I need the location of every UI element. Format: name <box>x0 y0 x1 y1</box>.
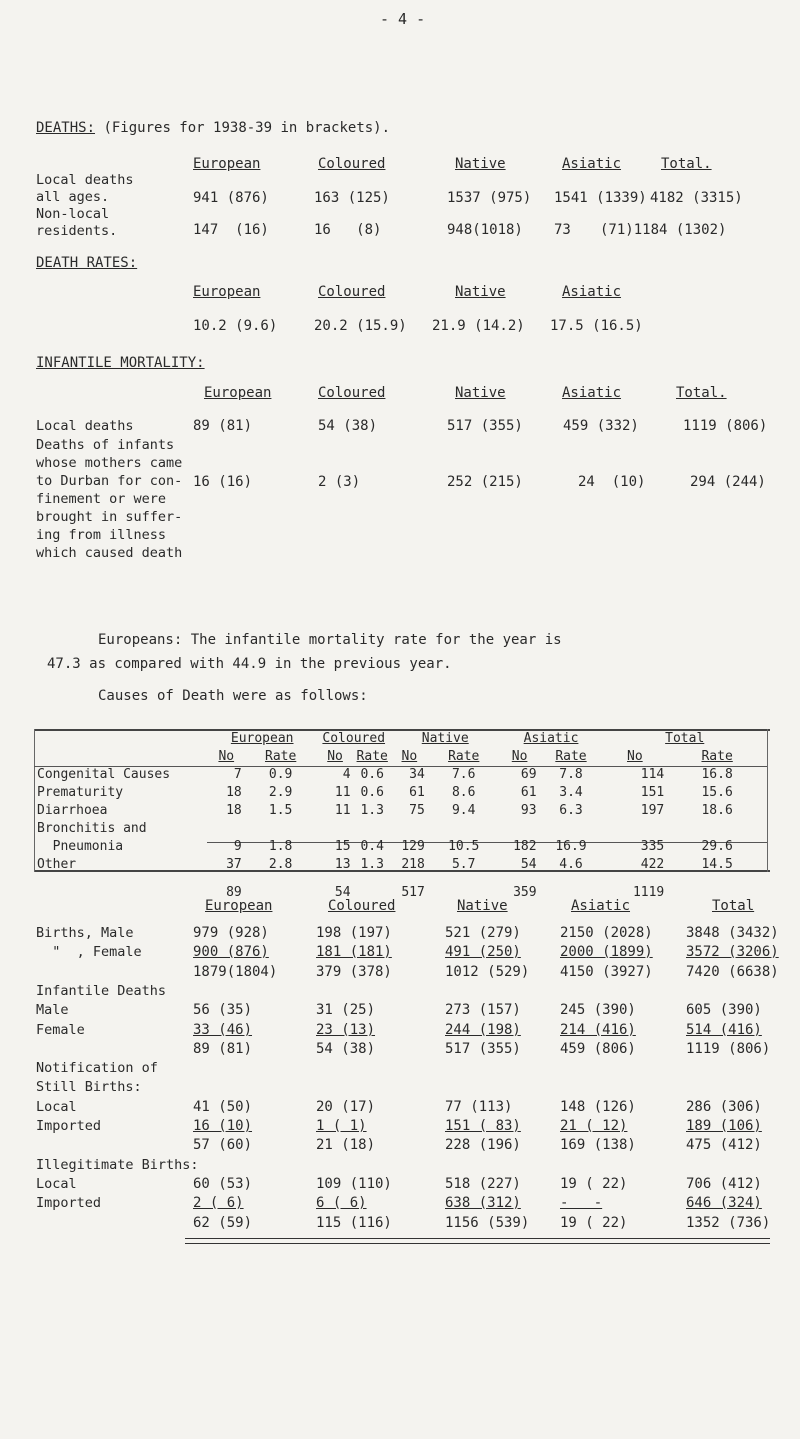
births-cell: 21 (18) <box>316 1137 376 1153</box>
births-row-label: Imported <box>36 1195 102 1211</box>
births-row-label: Births, Male <box>36 925 134 941</box>
causes-cell-rate: 1.3 <box>360 802 384 818</box>
causes-row-label: Diarrhoea <box>37 802 108 818</box>
causes-cell-no <box>208 819 245 837</box>
causes-group-european: European <box>230 730 294 746</box>
births-row-label: Illegitimate Births: <box>36 1157 199 1173</box>
births-cell: 1352 (736) <box>686 1215 771 1231</box>
causes-row-label: Other <box>37 856 77 872</box>
births-cell: 151 ( 83) <box>445 1118 521 1134</box>
births-cell: 1 ( 1) <box>316 1118 367 1134</box>
deaths-col-native: Native <box>455 156 506 172</box>
causes-cell-no: 4 <box>342 766 351 782</box>
causes-cell-rate: 8.6 <box>451 784 476 800</box>
inf-visitor-label-2: whose mothers came <box>36 455 183 471</box>
inf-local-native: 517 (355) <box>447 418 523 434</box>
births-cell: 4150 (3927) <box>560 964 653 980</box>
rates-col-european: European <box>193 284 261 300</box>
rates-col-native: Native <box>455 284 506 300</box>
causes-cell-rate: 7.8 <box>559 766 583 782</box>
causes-row-label: Congenital Causes <box>37 766 171 782</box>
causes-group-total: Total <box>665 730 705 746</box>
causes-cell-rate: 7.6 <box>451 766 476 782</box>
births-cell: 2150 (2028) <box>560 925 653 941</box>
causes-sub-rate: Rate <box>356 748 388 764</box>
causes-sub-no: No <box>327 748 343 764</box>
births-row-label: Still Births: <box>36 1079 142 1095</box>
inf-col-asiatic: Asiatic <box>562 385 622 401</box>
births-cell: 979 (928) <box>193 925 269 941</box>
inf-col-european: European <box>204 385 272 401</box>
causes-cell-no: 18 <box>226 802 242 818</box>
births-cell: 16 (10) <box>193 1118 253 1134</box>
births-row-label: " , Female <box>36 944 142 960</box>
births-cell: 459 (806) <box>560 1041 636 1057</box>
births-cell: 1119 (806) <box>686 1041 771 1057</box>
deaths-local-coloured: 163 (125) <box>314 190 390 206</box>
inf-local-total: 1119 (806) <box>683 418 768 434</box>
causes-cell-rate <box>428 819 500 837</box>
births-cell: 19 ( 22) <box>560 1176 628 1192</box>
causes-cell-no <box>602 819 667 837</box>
causes-row <box>34 801 767 819</box>
births-cell: 189 (106) <box>686 1118 762 1134</box>
causes-cell-no: 335 <box>640 838 665 854</box>
births-cell: 214 (416) <box>560 1022 636 1038</box>
inf-local-asiatic: 459 (332) <box>563 418 639 434</box>
births-end-rule-1 <box>185 1238 770 1239</box>
births-cell: 7420 (6638) <box>686 964 779 980</box>
causes-cell-no: 11 <box>334 802 351 818</box>
births-cell: 1879(1804) <box>193 964 278 980</box>
births-cell: 245 (390) <box>560 1002 636 1018</box>
causes-cell-rate: 4.6 <box>559 856 583 872</box>
causes-cell-no: 114 <box>640 766 665 782</box>
causes-cell-no: 15 <box>334 838 351 854</box>
deaths-col-total: Total. <box>661 156 712 172</box>
deaths-col-european: European <box>193 156 261 172</box>
rate-coloured: 20.2 (15.9) <box>314 318 407 334</box>
causes-cell-rate: 14.5 <box>701 856 733 872</box>
causes-cell-rate: 10.5 <box>448 838 480 854</box>
births-cell: 475 (412) <box>686 1137 762 1153</box>
rate-asiatic: 17.5 (16.5) <box>550 318 643 334</box>
causes-cell-rate: 15.6 <box>701 784 733 800</box>
births-cell: 62 (59) <box>193 1215 253 1231</box>
causes-cell-no: 151 <box>640 784 665 800</box>
births-cell: 379 (378) <box>316 964 392 980</box>
births-col-european: European <box>205 898 273 914</box>
inf-col-native: Native <box>455 385 506 401</box>
births-col-native: Native <box>457 898 508 914</box>
births-cell: 89 (81) <box>193 1041 253 1057</box>
births-cell: 605 (390) <box>686 1002 762 1018</box>
causes-cell-no: 75 <box>409 802 425 818</box>
inf-para-line2: 47.3 as compared with 44.9 in the previous year. <box>47 656 452 672</box>
causes-cell-no: 61 <box>520 784 537 800</box>
causes-row <box>34 855 767 873</box>
causes-cell-no <box>500 819 540 837</box>
causes-cell-no: 7 <box>233 766 242 782</box>
births-cell: 115 (116) <box>316 1215 392 1231</box>
deaths-col-coloured: Coloured <box>318 156 386 172</box>
causes-row <box>34 819 767 837</box>
births-cell: 521 (279) <box>445 925 521 941</box>
births-cell: 57 (60) <box>193 1137 253 1153</box>
deaths-row-nonlocal-label2: residents. <box>36 223 118 239</box>
deaths-row-nonlocal-label1: Non-local <box>36 206 110 222</box>
births-row-label: Female <box>36 1022 85 1038</box>
causes-row-label: Bronchitis and <box>37 820 147 836</box>
causes-sub-rate: Rate <box>448 748 480 764</box>
causes-total-asiatic: 359 <box>513 884 537 900</box>
causes-cell-no <box>391 819 428 837</box>
inf-visitor-coloured: 2 (3) <box>318 474 361 490</box>
births-cell: - - <box>560 1195 603 1211</box>
inf-local-european: 89 (81) <box>193 418 253 434</box>
deaths-local-asiatic: 1541 (1339) <box>554 190 647 206</box>
births-cell: 638 (312) <box>445 1195 521 1211</box>
causes-cell-no: 218 <box>401 856 425 872</box>
births-cell: 19 ( 22) <box>560 1215 628 1231</box>
inf-visitor-label-4: finement or were <box>36 491 167 507</box>
deaths-col-asiatic: Asiatic <box>562 156 622 172</box>
deaths-row-local-label1: Local deaths <box>36 172 134 188</box>
causes-cell-rate: 0.6 <box>360 784 384 800</box>
causes-cell-no: 182 <box>513 838 537 854</box>
births-end-rule-2 <box>185 1243 770 1244</box>
rates-col-asiatic: Asiatic <box>562 284 622 300</box>
births-row-label: Notification of <box>36 1060 158 1076</box>
causes-row <box>34 765 767 783</box>
births-cell: 514 (416) <box>686 1022 762 1038</box>
births-cell: 109 (110) <box>316 1176 392 1192</box>
births-cell: 169 (138) <box>560 1137 636 1153</box>
causes-cell-rate: 16.9 <box>555 838 587 854</box>
births-col-total: Total <box>712 898 755 914</box>
rate-european: 10.2 (9.6) <box>193 318 278 334</box>
births-cell: 900 (876) <box>193 944 269 960</box>
deaths-nonlocal-coloured: 16 (8) <box>314 222 382 238</box>
inf-visitor-label-5: brought in suffer- <box>36 509 183 525</box>
causes-cell-no: 34 <box>409 766 425 782</box>
inf-visitor-european: 16 (16) <box>193 474 253 490</box>
causes-intro: Causes of Death were as follows: <box>98 688 368 704</box>
deaths-nonlocal-european: 147 (16) <box>193 222 269 238</box>
births-col-asiatic: Asiatic <box>571 898 631 914</box>
births-cell: 706 (412) <box>686 1176 762 1192</box>
page-number: - 4 - <box>380 10 426 28</box>
inf-visitor-label-3: to Durban for con- <box>36 473 183 489</box>
causes-cell-rate: 0.4 <box>360 838 384 854</box>
causes-cell-rate: 3.4 <box>559 784 583 800</box>
causes-row-label: Prematurity <box>37 784 124 800</box>
births-cell: 3572 (3206) <box>686 944 779 960</box>
births-cell: 181 (181) <box>316 944 392 960</box>
births-cell: 20 (17) <box>316 1099 376 1115</box>
causes-cell-rate: 6.3 <box>559 802 583 818</box>
births-cell: 244 (198) <box>445 1022 521 1038</box>
deaths-row-local-label2: all ages. <box>36 189 110 205</box>
births-cell: 3848 (3432) <box>686 925 779 941</box>
births-cell: 21 ( 12) <box>560 1118 628 1134</box>
causes-cell-no: 197 <box>640 802 665 818</box>
inf-visitor-label-6: ing from illness <box>36 527 167 543</box>
rate-native: 21.9 (14.2) <box>432 318 525 334</box>
deaths-nonlocal-native: 948(1018) <box>447 222 523 238</box>
causes-group-asiatic: Asiatic <box>523 730 579 746</box>
causes-total-total: 1119 <box>632 884 665 900</box>
deaths-nonlocal-asiatic: 73 <box>554 222 571 238</box>
causes-cell-no: 37 <box>226 856 242 872</box>
births-col-coloured: Coloured <box>328 898 396 914</box>
causes-sub-no: No <box>401 748 418 764</box>
causes-cell-no: 13 <box>334 856 351 872</box>
births-cell: 41 (50) <box>193 1099 253 1115</box>
causes-cell-rate: 16.8 <box>701 766 733 782</box>
births-cell: 517 (355) <box>445 1041 521 1057</box>
causes-row-label: Pneumonia <box>37 838 124 854</box>
causes-total-native: 517 <box>401 884 425 900</box>
births-cell: 228 (196) <box>445 1137 521 1153</box>
causes-cell-rate: 2.8 <box>268 856 293 872</box>
causes-row <box>34 837 767 855</box>
births-cell: 286 (306) <box>686 1099 762 1115</box>
births-cell: 646 (324) <box>686 1195 762 1211</box>
causes-cell-rate: 18.6 <box>701 802 733 818</box>
births-cell: 60 (53) <box>193 1176 253 1192</box>
causes-cell-no: 422 <box>640 856 665 872</box>
causes-cell-no: 11 <box>334 784 351 800</box>
inf-local-label: Local deaths <box>36 418 134 434</box>
births-cell: 31 (25) <box>316 1002 376 1018</box>
births-cell: 6 ( 6) <box>316 1195 367 1211</box>
inf-col-coloured: Coloured <box>318 385 386 401</box>
inf-col-total: Total. <box>676 385 727 401</box>
births-cell: 491 (250) <box>445 944 521 960</box>
rates-col-coloured: Coloured <box>318 284 386 300</box>
causes-row <box>34 783 767 801</box>
causes-cell-rate: 1.5 <box>268 802 293 818</box>
causes-cell-rate <box>667 819 767 837</box>
causes-cell-no: 54 <box>520 856 537 872</box>
inf-visitor-total: 294 (244) <box>690 474 766 490</box>
causes-cell-rate <box>540 819 603 837</box>
births-cell: 1012 (529) <box>445 964 530 980</box>
causes-sub-no: No <box>218 748 235 764</box>
causes-cell-rate: 2.9 <box>268 784 293 800</box>
births-cell: 56 (35) <box>193 1002 253 1018</box>
inf-visitor-asiatic: 24 (10) <box>578 474 646 490</box>
births-cell: 2000 (1899) <box>560 944 653 960</box>
births-row-label: Imported <box>36 1118 102 1134</box>
causes-cell-rate: 5.7 <box>451 856 476 872</box>
deaths-local-european: 941 (876) <box>193 190 269 206</box>
causes-sub-rate: Rate <box>265 748 297 764</box>
causes-cell-rate <box>245 819 317 837</box>
inf-para-line1: Europeans: The infantile mortality rate for the year is <box>98 632 562 648</box>
causes-sub-rate: Rate <box>555 748 587 764</box>
causes-sub-no: No <box>511 748 528 764</box>
causes-sub-no: No <box>627 748 643 764</box>
births-row-label: Local <box>36 1099 77 1115</box>
causes-cell-rate: 1.3 <box>360 856 384 872</box>
births-cell: 148 (126) <box>560 1099 636 1115</box>
inf-visitor-label-7: which caused death <box>36 545 183 561</box>
deaths-nonlocal-total: (71)1184 (1302) <box>600 222 727 238</box>
inf-visitor-native: 252 (215) <box>447 474 523 490</box>
causes-cell-no: 18 <box>226 784 242 800</box>
births-row-label: Infantile Deaths <box>36 983 167 999</box>
inf-visitor-label-1: Deaths of infants <box>36 437 175 453</box>
births-row-label: Local <box>36 1176 77 1192</box>
births-cell: 1156 (539) <box>445 1215 530 1231</box>
causes-total-european: 89 <box>226 884 242 900</box>
causes-cell-no: 129 <box>401 838 425 854</box>
deaths-heading: DEATHS: (Figures for 1938-39 in brackets). <box>36 120 391 136</box>
death-rates-heading: DEATH RATES: <box>36 255 138 271</box>
causes-cell-no: 93 <box>520 802 537 818</box>
causes-cell-no: 61 <box>409 784 425 800</box>
births-cell: 518 (227) <box>445 1176 521 1192</box>
causes-right-border <box>767 729 768 872</box>
births-row-label: Male <box>36 1002 69 1018</box>
births-cell: 54 (38) <box>316 1041 376 1057</box>
causes-sub-rate: Rate <box>701 748 733 764</box>
causes-cell-no <box>317 819 354 837</box>
causes-of-death-table <box>34 729 767 901</box>
births-cell: 77 (113) <box>445 1099 513 1115</box>
causes-cell-rate: 0.9 <box>268 766 293 782</box>
causes-cell-rate: 9.4 <box>451 802 476 818</box>
causes-cell-rate: 1.8 <box>268 838 293 854</box>
births-cell: 23 (13) <box>316 1022 376 1038</box>
births-cell: 2 ( 6) <box>193 1195 244 1211</box>
causes-group-native: Native <box>421 730 469 746</box>
deaths-local-total: 4182 (3315) <box>650 190 743 206</box>
causes-total-coloured: 54 <box>334 884 351 900</box>
births-cell: 273 (157) <box>445 1002 521 1018</box>
inf-local-coloured: 54 (38) <box>318 418 378 434</box>
causes-cell-rate <box>354 819 391 837</box>
causes-cell-no: 9 <box>233 838 242 854</box>
causes-cell-no: 69 <box>520 766 537 782</box>
causes-group-coloured: Coloured <box>322 730 386 746</box>
births-cell: 198 (197) <box>316 925 392 941</box>
deaths-local-native: 1537 (975) <box>447 190 532 206</box>
causes-cell-rate: 29.6 <box>701 838 733 854</box>
causes-cell-rate: 0.6 <box>360 766 384 782</box>
infantile-heading: INFANTILE MORTALITY: <box>36 355 205 371</box>
births-cell: 33 (46) <box>193 1022 253 1038</box>
